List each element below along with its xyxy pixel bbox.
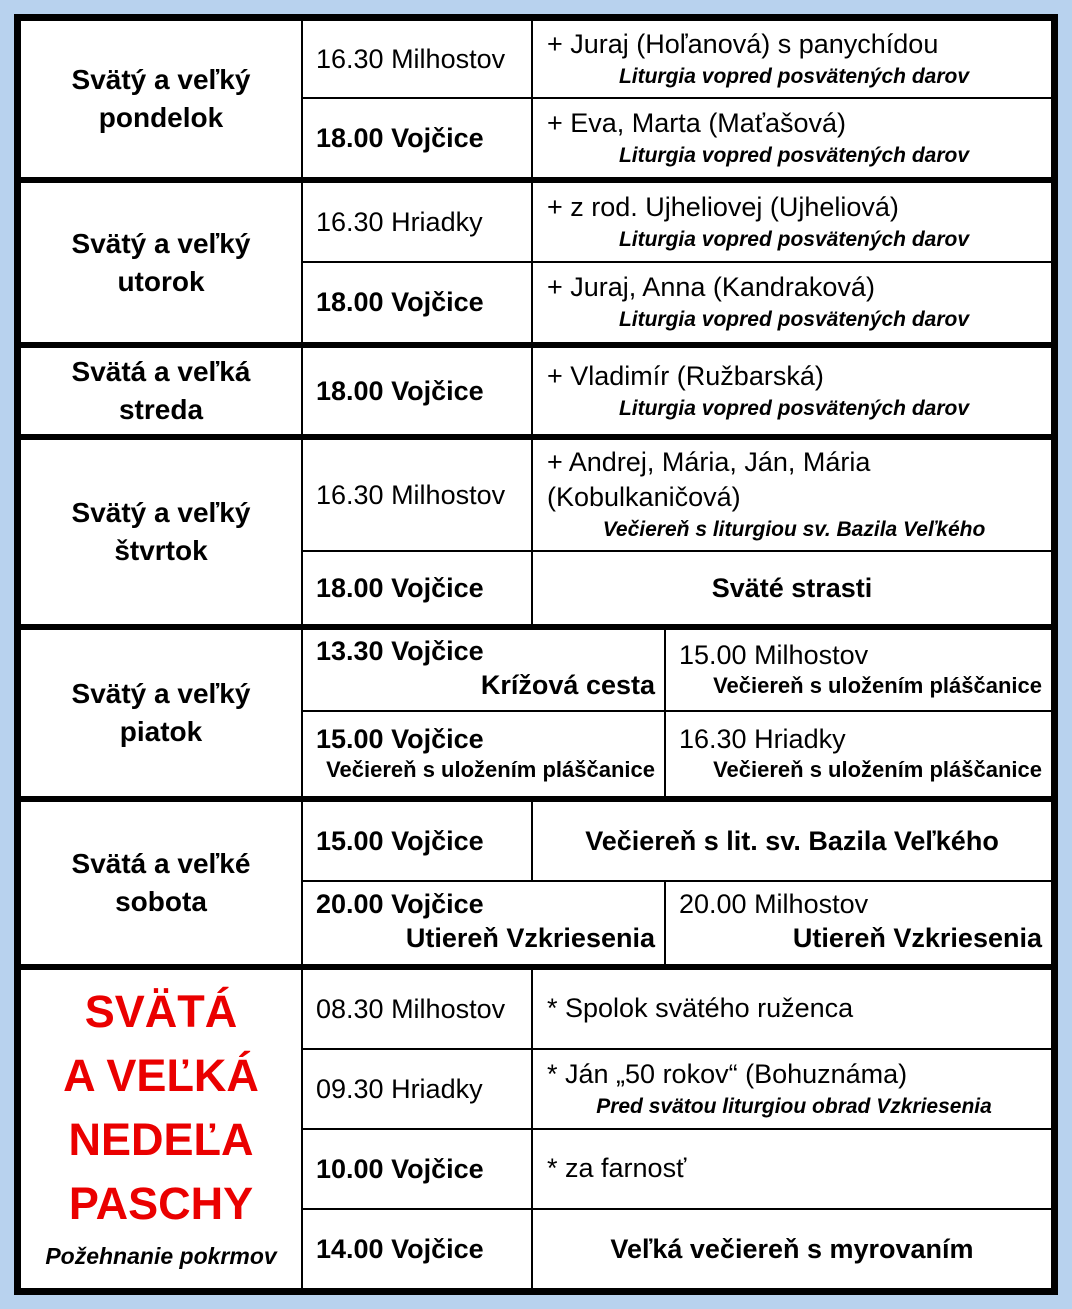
intention-cell — [533, 440, 1051, 550]
day-name-line: Svätý a veľký — [71, 64, 251, 96]
day-name-cell — [21, 348, 303, 434]
day-name-cell — [21, 630, 303, 796]
day-name-cell — [21, 970, 303, 1288]
time-location-cell: 16.30 Milhostov — [303, 440, 533, 550]
day-name-line: pondelok — [98, 102, 224, 133]
intention-cell — [533, 970, 1051, 1048]
day-block-stvrtok — [21, 440, 1051, 630]
day-name-line: PASCHY — [68, 1177, 254, 1229]
service-row — [303, 802, 1051, 882]
service-row — [303, 99, 1051, 177]
time-location-cell: 10.00 Vojčice — [303, 1130, 533, 1208]
day-rows — [303, 802, 1051, 964]
day-name-cell — [21, 802, 303, 964]
service-note: Večiereň s liturgiou sv. Bazila Veľkého — [602, 518, 986, 542]
day-name-line: štvrtok — [114, 535, 208, 566]
service-note: Liturgia vopred posvätených darov — [618, 64, 970, 88]
time-service-cell — [666, 630, 1051, 710]
time-location: 15.00 Milhostov — [679, 639, 869, 670]
time-location-cell: 18.00 Vojčice — [303, 99, 533, 177]
day-block-utorok — [21, 183, 1051, 348]
service-name: Večiereň s uložením pláščanice — [326, 756, 655, 782]
intention-text: + z rod. Ujheliovej (Ujheliová) — [547, 191, 899, 222]
day-block-pondelok — [21, 21, 1051, 183]
service-note: Liturgia vopred posvätených darov — [618, 396, 970, 420]
service-row — [303, 348, 1051, 434]
day-rows — [303, 630, 1051, 796]
service-name: Utiereň Vzkriesenia — [405, 923, 655, 954]
service-row — [303, 970, 1051, 1050]
service-note: Pred svätou liturgiou obrad Vzkriesenia — [596, 1094, 992, 1118]
intention-text: + Juraj (Hoľanová) s panychídou — [547, 28, 939, 59]
day-rows — [303, 183, 1051, 342]
time-location-cell: 16.30 Hriadky — [303, 183, 533, 261]
time-location-cell: 08.30 Milhostov — [303, 970, 533, 1048]
service-row — [303, 183, 1051, 263]
day-rows — [303, 348, 1051, 434]
intention-cell — [533, 1050, 1051, 1128]
intention-text: + Andrej, Mária, Ján, Mária — [547, 447, 871, 478]
time-location-cell: 18.00 Vojčice — [303, 263, 533, 342]
day-name-cell — [21, 21, 303, 177]
day-block-streda — [21, 348, 1051, 440]
day-block-piatok — [21, 630, 1051, 802]
intention-cell — [533, 348, 1051, 434]
time-service-cell — [303, 630, 666, 710]
service-row — [303, 21, 1051, 99]
time-service-cell — [303, 882, 666, 964]
time-location-cell: 16.30 Milhostov — [303, 21, 533, 97]
service-name: Utiereň Vzkriesenia — [792, 923, 1042, 954]
time-location: 20.00 Vojčice — [316, 889, 484, 920]
service-row — [303, 263, 1051, 342]
day-name-line: Svätá a veľká — [71, 356, 251, 388]
day-rows — [303, 970, 1051, 1288]
day-name-line: sobota — [115, 886, 207, 917]
intention-text: * Ján „50 rokov“ (Bohuznáma) — [547, 1058, 908, 1089]
intention-text: + Juraj, Anna (Kandraková) — [547, 272, 875, 303]
service-name: Sväté strasti — [711, 572, 873, 603]
time-service-cell — [666, 882, 1051, 964]
intention-cell — [533, 1130, 1051, 1208]
intention-text: * Spolok svätého ruženca — [547, 993, 854, 1024]
time-location: 16.30 Hriadky — [679, 723, 846, 754]
service-note: Liturgia vopred posvätených darov — [618, 308, 970, 332]
time-service-cell — [666, 712, 1051, 796]
service-name: Veľká večiereň s myrovaním — [610, 1233, 974, 1264]
intention-cell — [533, 21, 1051, 97]
intention-text: * za farnosť — [547, 1153, 687, 1184]
service-row — [303, 712, 1051, 796]
service-note: Liturgia vopred posvätených darov — [618, 143, 970, 167]
time-location-cell: 18.00 Vojčice — [303, 552, 533, 624]
day-name-line: Svätý a veľký — [71, 678, 251, 710]
time-service-cell — [303, 712, 666, 796]
time-location-cell: 18.00 Vojčice — [303, 348, 533, 434]
day-rows — [303, 21, 1051, 177]
time-location-cell: 15.00 Vojčice — [303, 802, 533, 880]
intention-cell — [533, 263, 1051, 342]
intention-text: (Kobulkaničová) — [547, 482, 741, 513]
service-row — [303, 1210, 1051, 1288]
schedule-table — [14, 14, 1058, 1295]
day-name-line: streda — [118, 394, 204, 425]
day-name-line: Svätý a veľký — [71, 227, 251, 259]
time-location: 15.00 Vojčice — [316, 723, 484, 754]
blessing-note: Požehnanie pokrmov — [45, 1242, 277, 1269]
service-name: Večiereň s uložením pláščanice — [713, 756, 1042, 782]
day-block-nedela-paschy — [21, 970, 1051, 1288]
day-name-cell — [21, 440, 303, 624]
day-name-line: Svätý a veľký — [71, 497, 251, 529]
intention-text: + Vladimír (Ružbarská) — [547, 360, 824, 391]
service-row — [303, 882, 1051, 964]
day-name-line: Svätá a veľké — [71, 848, 251, 880]
service-name: Krížová cesta — [480, 670, 655, 701]
time-location-cell: 09.30 Hriadky — [303, 1050, 533, 1128]
service-name: Večiereň s uložením pláščanice — [713, 672, 1042, 698]
day-name-line: A VEĽKÁ — [63, 1049, 259, 1101]
time-location: 13.30 Vojčice — [316, 636, 484, 667]
service-row — [303, 1050, 1051, 1130]
time-location: 20.00 Milhostov — [679, 889, 869, 920]
day-name-line: SVÄTÁ — [84, 986, 238, 1037]
day-rows — [303, 440, 1051, 624]
intention-cell — [533, 99, 1051, 177]
service-row — [303, 552, 1051, 624]
day-block-sobota — [21, 802, 1051, 970]
day-name-line: utorok — [117, 265, 205, 297]
time-location-cell: 14.00 Vojčice — [303, 1210, 533, 1288]
day-name-line: piatok — [119, 716, 203, 747]
intention-text: + Eva, Marta (Maťašová) — [547, 107, 846, 138]
service-row — [303, 630, 1051, 712]
service-row — [303, 440, 1051, 552]
sunday-title — [63, 980, 259, 1236]
service-row — [303, 1130, 1051, 1210]
day-name-cell — [21, 183, 303, 342]
service-note: Liturgia vopred posvätených darov — [618, 227, 970, 251]
day-name-line: NEDEĽA — [68, 1113, 254, 1165]
service-name: Večiereň s lit. sv. Bazila Veľkého — [585, 825, 999, 856]
intention-cell — [533, 183, 1051, 261]
